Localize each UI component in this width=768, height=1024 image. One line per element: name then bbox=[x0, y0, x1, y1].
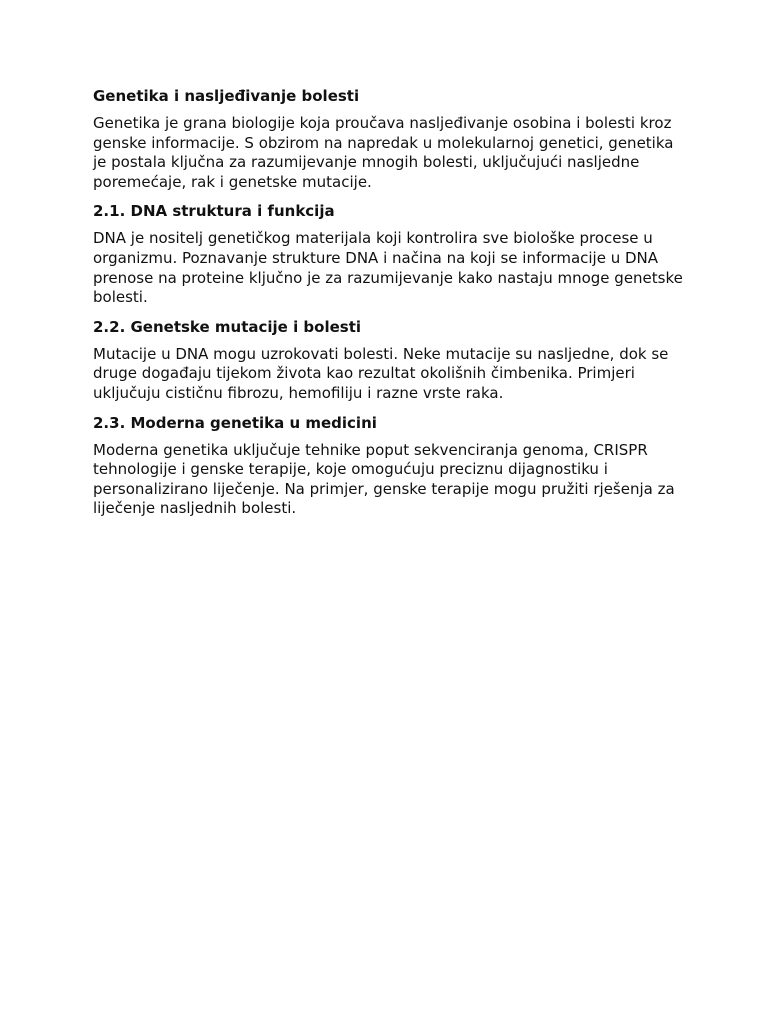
section-heading-dna-structure: 2.1. DNA struktura i funkcija bbox=[93, 202, 335, 221]
section-body-dna-structure: DNA je nositelj genetičkog materijala koji kontrolira sve biološke procese u organizmu. Poznavanje strukture DNA i načina na koji se informacije u DNA prenose na proteine ključno je za razumijevanje kako nastaju mnoge genetske bolesti. bbox=[93, 229, 683, 307]
section-body-genetic-mutations: Mutacije u DNA mogu uzrokovati bolesti. Neke mutacije su nasljedne, dok se druge događaju tijekom života kao rezultat okolišnih čimbenika. Primjeri uključuju cističnu fibrozu, hemofiliju i razne vrste raka. bbox=[93, 344, 669, 402]
section-heading-genetic-mutations: 2.2. Genetske mutacije i bolesti bbox=[93, 317, 362, 336]
section-heading-modern-genetics: 2.3. Moderna genetika u medicini bbox=[93, 413, 377, 432]
intro-paragraph: Genetika je grana biologije koja proučava nasljeđivanje osobina i bolesti kroz genske informacije. S obzirom na napredak u molekularnoj genetici, genetika je postala ključna za razumijevanje mnogih bolesti, uključujući nasljedne poremećaje, rak i genetske mutacije. bbox=[93, 114, 674, 191]
section-body-modern-genetics: Moderna genetika uključuje tehnike poput sekvenciranja genoma, CRISPR tehnologije i genske terapije, koje omogućuju preciznu dijagnostiku i personalizirano liječenje. Na primjer, genske terapije mogu pružiti rješenja za liječenje nasljednih bolesti. bbox=[93, 440, 675, 518]
document-title: Genetika i nasljeđivanje bolesti bbox=[93, 87, 360, 105]
